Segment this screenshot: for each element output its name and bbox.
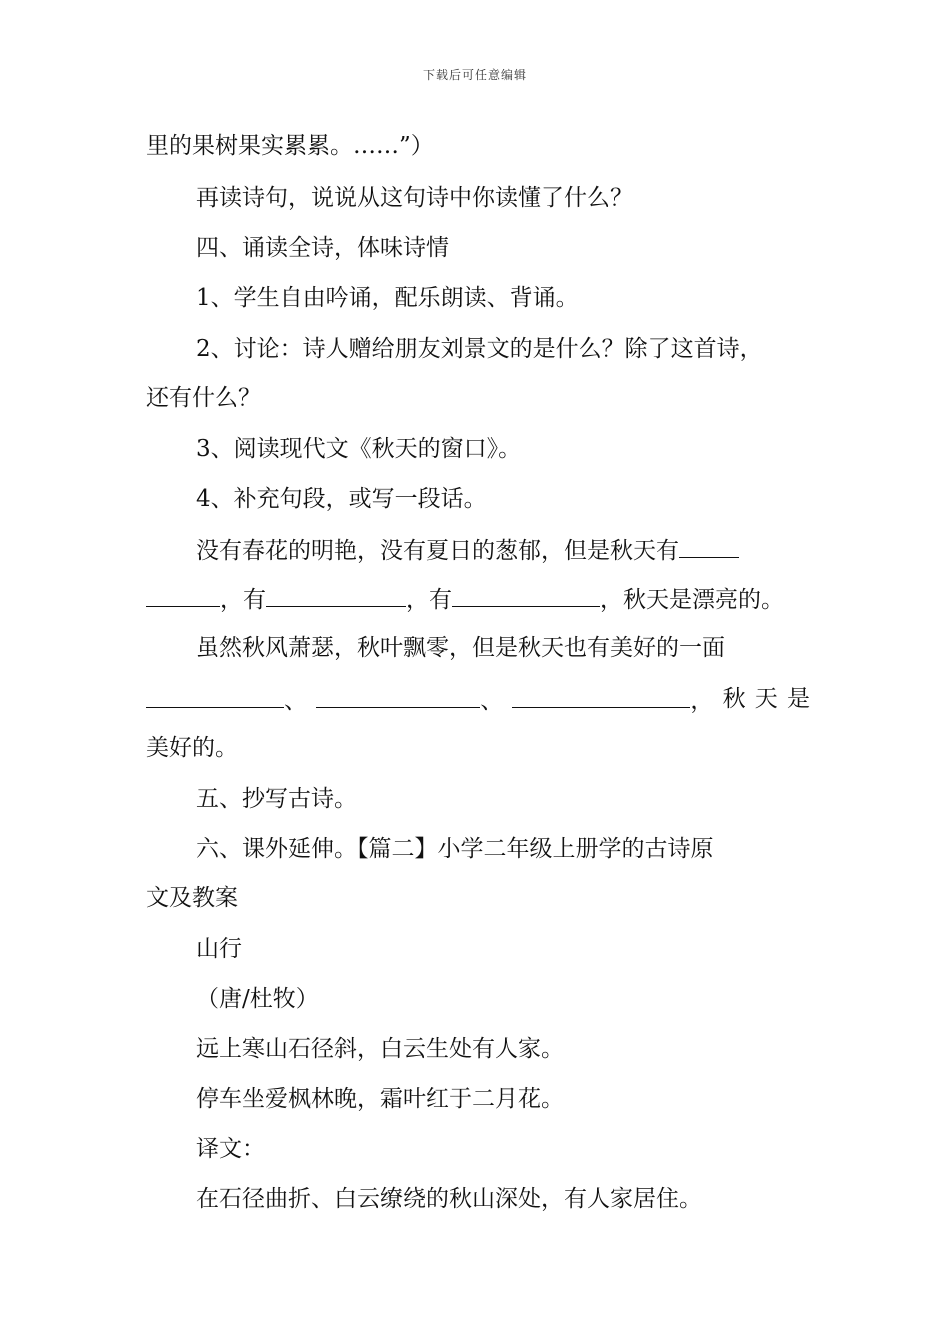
fill-in-group xyxy=(146,679,307,719)
fill-in-text: 天 xyxy=(754,686,778,712)
blank-line xyxy=(679,529,739,558)
poem-line: 远上寒山石径斜，白云生处有人家。 xyxy=(196,1036,564,1062)
poem-title: 山行 xyxy=(196,936,242,962)
fill-in-group xyxy=(512,679,713,719)
section-heading: 五、抄写古诗。 xyxy=(196,786,357,812)
paragraph-line: 虽然秋风萧瑟，秋叶飘零，但是秋天也有美好的一面 xyxy=(196,635,725,661)
paragraph-line: 里的果树果实累累。……”） xyxy=(146,133,434,159)
fill-in-line xyxy=(196,529,739,569)
list-item: 2、讨论：诗人赠给朋友刘景文的是什么？除了这首诗， xyxy=(196,336,763,362)
list-item: 4、补充句段，或写一段话。 xyxy=(196,486,487,512)
fill-in-line xyxy=(146,679,810,719)
fill-in-line xyxy=(146,578,784,618)
section-heading: 六、课外延伸。【篇二】小学二年级上册学的古诗原 xyxy=(196,836,714,862)
paragraph-line: 美好的。 xyxy=(146,735,238,761)
poem-line: 停车坐爱枫林晚，霜叶红于二月花。 xyxy=(196,1086,564,1112)
fill-in-group xyxy=(316,679,503,719)
fill-in-text: ，有 xyxy=(406,587,452,613)
blank-line xyxy=(146,578,220,607)
fill-in-text: ，有 xyxy=(220,587,266,613)
paragraph-line: 再读诗句，说说从这句诗中你读懂了什么？ xyxy=(196,185,633,211)
fill-in-text: 、 xyxy=(480,688,504,714)
paragraph-line: 还有什么？ xyxy=(146,385,261,411)
page-header: 下载后可任意编辑 xyxy=(422,68,527,82)
blank-line xyxy=(146,679,284,708)
section-heading: 四、诵读全诗，体味诗情 xyxy=(196,235,449,261)
blank-line xyxy=(512,679,690,708)
translation-heading: 译文： xyxy=(196,1136,265,1162)
fill-in-text: 没有春花的明艳，没有夏日的葱郁，但是秋天有 xyxy=(196,538,679,564)
poem-author: （唐/杜牧） xyxy=(196,986,319,1012)
blank-line xyxy=(266,578,406,607)
translation-line: 在石径曲折、白云缭绕的秋山深处，有人家居住。 xyxy=(196,1186,702,1212)
paragraph-line: 文及教案 xyxy=(146,885,238,911)
list-item: 1、学生自由吟诵，配乐朗读、背诵。 xyxy=(196,285,579,311)
fill-in-text: ， xyxy=(690,688,714,714)
blank-line xyxy=(316,679,480,708)
blank-line xyxy=(452,578,600,607)
list-item: 3、阅读现代文《秋天的窗口》。 xyxy=(196,436,522,462)
fill-in-text: ，秋天是漂亮的。 xyxy=(600,587,784,613)
fill-in-text: 、 xyxy=(284,688,307,714)
fill-in-text: 秋 xyxy=(722,686,746,712)
fill-in-text: 是 xyxy=(786,686,810,712)
